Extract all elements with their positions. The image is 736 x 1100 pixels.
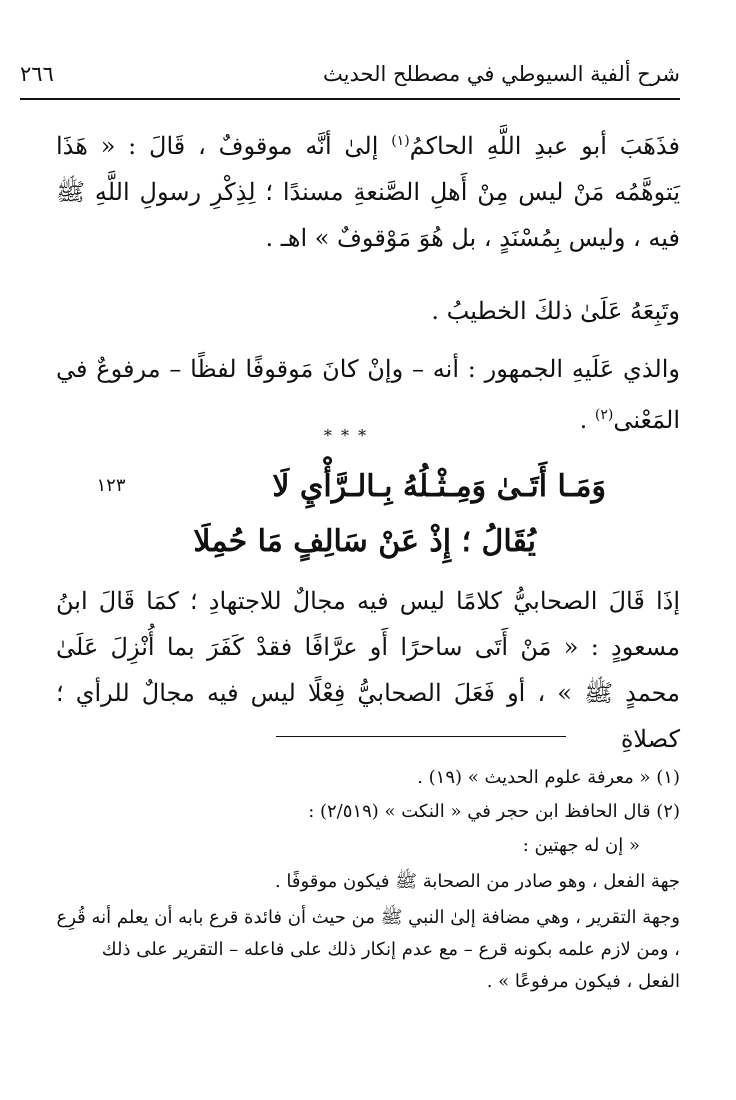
running-title: شرح ألفية السيوطي في مصطلح الحديث — [323, 62, 680, 86]
footnote-2-quote-approval: وجهة التقرير ، وهي مضافة إلىٰ النبي ﷺ من حيث أن فائدة قرع بابه أن يعلم أنه قُرِع ، ومن لازم علمه بكونه قرع – مع عدم إنكار ذلك على فاعله – التقرير على ذلك الفعل ، فيكون مرفوعًا » . — [56, 907, 680, 992]
paragraph-hakim-rest: إلىٰ أنَّه موقوفٌ ، قَالَ : « هَذَا يَتوهَّمُه مَنْ ليس مِنْ أَهلِ الصَّنعةِ مسندًا ؛ لِذِكْرِ رسولِ اللَّهِ ﷺ فيه ، وليس بِمُسْنَدٍ ، بل هُوَ مَوْقوفٌ » اهـ . — [56, 132, 680, 252]
footnote-2: (٢) قال الحافظ ابن حجر في « النكت » (٢/٥١٩) : — [308, 801, 680, 822]
footnote-ref-2[interactable]: (٢) — [594, 407, 614, 423]
paragraph-jumhur-text: والذي عَلَيهِ الجمهور : أنه – وإنْ كانَ مَوقوفًا لفظًا – مرفوعٌ في المَعْنى — [56, 355, 680, 434]
footnote-2-quote-opening: « إن له جهتين : — [522, 835, 640, 856]
footnote-ref-1[interactable]: (١) — [391, 133, 410, 149]
footnote-2-quote-action: جهة الفعل ، وهو صادر من الصحابة ﷺ فيكون موقوفًا . — [274, 871, 680, 892]
footnote-1: (١) « معرفة علوم الحديث » (١٩) . — [417, 767, 680, 788]
verse-line-1: وَمَـا أَتَـىٰ وَمِـثْـلُهُ بِـالـرَّأْيِ لَا — [272, 469, 606, 504]
paragraph-hakim — [56, 118, 680, 261]
paragraph-commentary: إذَا قَالَ الصحابيُّ كلامًا ليس فيه مجالٌ للاجتهادِ ؛ كمَا قَالَ ابنُ مسعودٍ : « مَنْ أَتَى ساحرًا أَو عرَّافًا فقدْ كَفَرَ بما أُنْزِلَ عَلَىٰ محمدٍ ﷺ » ، أو فَعَلَ الصحابيُّ فِعْلًا ليس فيه مجالٌ للرأي ؛ كصلاةِ — [56, 587, 681, 753]
running-header — [20, 60, 680, 100]
footnote-separator — [276, 736, 566, 737]
paragraph-khatib: وتَبِعَهُ عَلَىٰ ذلكَ الخطيبُ . — [431, 297, 680, 325]
section-divider-stars: * * * — [323, 426, 369, 445]
page-number: ٢٦٦ — [20, 62, 54, 86]
paragraph-hakim-text: فذَهَبَ أبو عبدِ اللَّهِ الحاكمُ — [409, 132, 680, 160]
verse-number: ١٢٣ — [96, 475, 126, 496]
verse-line-2: يُقَالُ ؛ إِذْ عَنْ سَالِفٍ مَا حُمِلَا — [193, 524, 536, 559]
paragraph-jumhur-end: . — [579, 406, 595, 434]
